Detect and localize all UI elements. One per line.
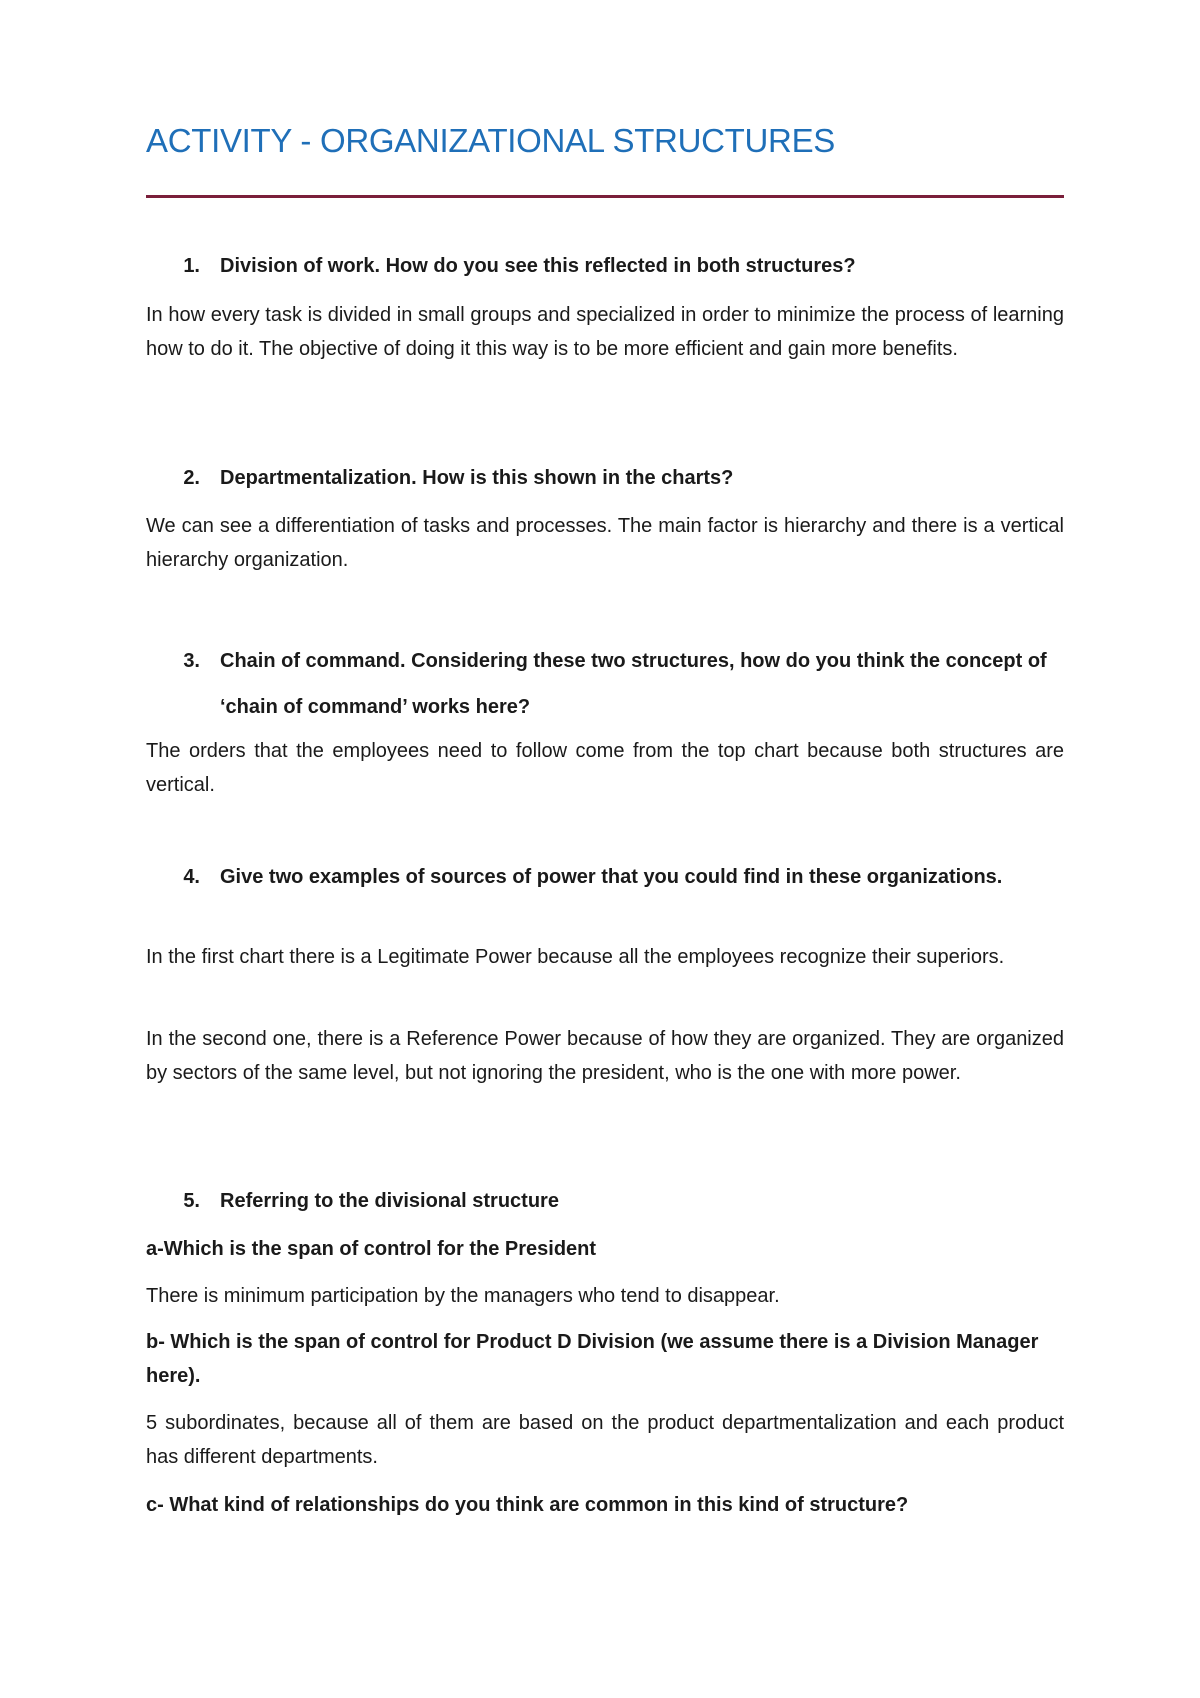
answer-5a: There is minimum participation by the managers who tend to disappear. — [146, 1285, 780, 1307]
question-text: Give two examples of sources of power that you could find in these organizations. — [220, 866, 1003, 888]
question-5 — [146, 1185, 1064, 1218]
question-text: Division of work. How do you see this reflected in both structures? — [220, 255, 856, 277]
document-title: ACTIVITY - ORGANIZATIONAL STRUCTURES — [146, 122, 835, 159]
answer-1: In how every task is divided in small groups and specialized in order to minimize the process of learning how to do it. The objective of doing it this way is to be more efficient and gain more benefits. — [146, 304, 1064, 360]
answer-2: We can see a differentiation of tasks and processes. The main factor is hierarchy and there is a vertical hierarchy organization. — [146, 515, 1064, 571]
answer-5b: 5 subordinates, because all of them are based on the product departmentalization and each product has different departments. — [146, 1412, 1064, 1468]
question-text: Referring to the divisional structure — [220, 1190, 559, 1212]
title-divider — [146, 195, 1064, 198]
question-text: Departmentalization. How is this shown in the charts? — [220, 467, 734, 489]
question-number: 4. — [183, 866, 200, 888]
question-text: Chain of command. Considering these two structures, how do you think the concept of ‘chain of command’ works here? — [220, 650, 1047, 718]
question-1 — [146, 250, 1064, 283]
answer-4b: In the second one, there is a Reference Power because of how they are organized. They are organized by sectors of the same level, but not ignoring the president, who is the one with more power. — [146, 1028, 1064, 1084]
question-3 — [146, 638, 1064, 730]
subquestion-5b: b- Which is the span of control for Product D Division (we assume there is a Division Manager here). — [146, 1331, 1039, 1387]
question-number: 2. — [183, 467, 200, 489]
question-number: 5. — [183, 1190, 200, 1212]
subquestion-5a: a-Which is the span of control for the President — [146, 1238, 597, 1260]
question-number: 3. — [183, 650, 200, 672]
answer-3: The orders that the employees need to follow come from the top chart because both structures are vertical. — [146, 740, 1064, 796]
question-4 — [146, 861, 1064, 894]
answer-4a: In the first chart there is a Legitimate Power because all the employees recognize their superiors. — [146, 946, 1005, 968]
question-2 — [146, 462, 1064, 495]
question-number: 1. — [183, 255, 200, 277]
subquestion-5c: c- What kind of relationships do you think are common in this kind of structure? — [146, 1494, 909, 1516]
